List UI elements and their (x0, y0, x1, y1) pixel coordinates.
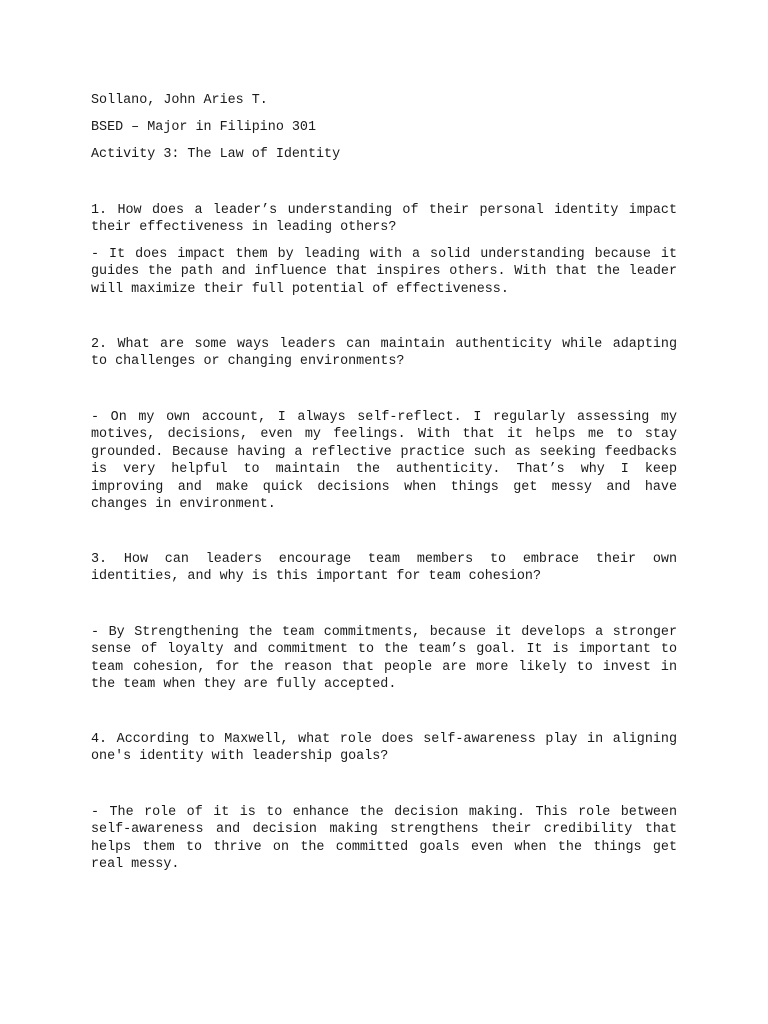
student-name: Sollano, John Aries T. (91, 93, 268, 108)
course-line: BSED – Major in Filipino 301 (91, 120, 316, 135)
answer-1: - It does impact them by leading with a solid understanding because it guides the path and influence that inspires others. With that the leader will maximize their full potential of effectiveness. (91, 247, 677, 297)
question-4: 4. According to Maxwell, what role does self-awareness play in aligning one's identity with leadership goals? (91, 732, 677, 765)
question-1: 1. How does a leader’s understanding of their personal identity impact their effectiveness in leading others? (91, 203, 677, 236)
answer-4: - The role of it is to enhance the decision making. This role between self-awareness and decision making strengthens their credibility that helps them to thrive on the committed goals even when the things get real messy. (91, 805, 677, 873)
answer-3: - By Strengthening the team commitments, because it develops a stronger sense of loyalty and commitment to the team’s goal. It is important to team cohesion, for the reason that people are more likely to invest in the team when they are fully accepted. (91, 625, 677, 693)
question-3: 3. How can leaders encourage team members to embrace their own identities, and why is this important for team cohesion? (91, 552, 677, 585)
activity-title: Activity 3: The Law of Identity (91, 147, 341, 162)
answer-2: - On my own account, I always self-reflect. I regularly assessing my motives, decisions, even my feelings. With that it helps me to stay grounded. Because having a reflective practice such as seeking feedbacks is very helpful to maintain the authenticity. That’s why I keep improving and make quick decisions when things get messy and have changes in environment. (91, 410, 677, 513)
question-2: 2. What are some ways leaders can maintain authenticity while adapting to challenges or changing environments? (91, 337, 677, 370)
